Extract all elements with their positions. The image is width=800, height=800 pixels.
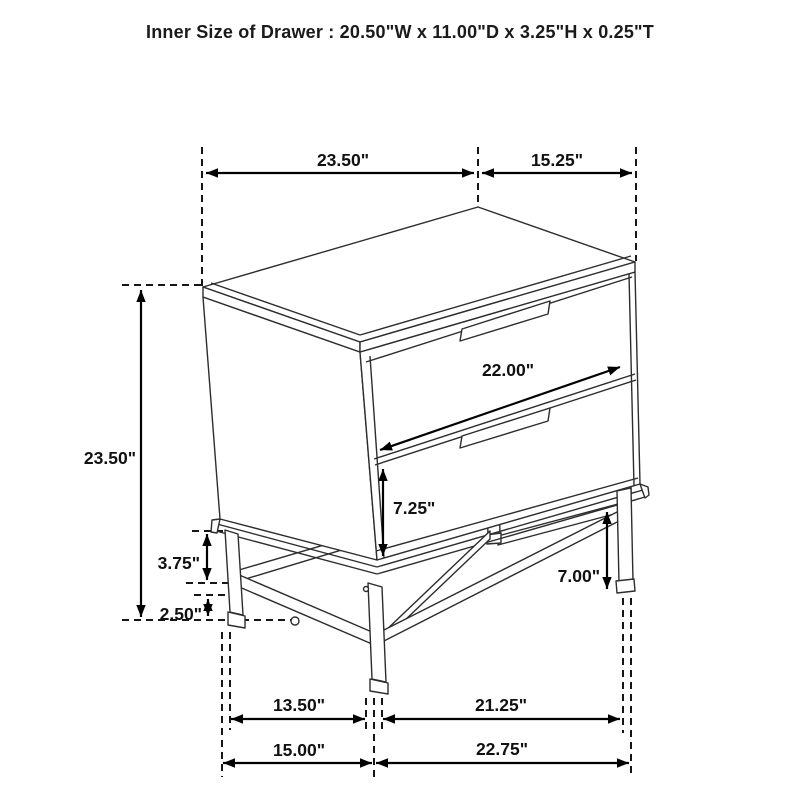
dim-base-outer-left [223, 740, 372, 763]
base-right-leg [617, 488, 633, 583]
stretcher-screw-hole [291, 617, 299, 625]
dim-label-base-outer-left: 15.00" [272, 740, 326, 760]
base-front-leg [368, 583, 386, 682]
dim-base-outer-right [376, 739, 629, 763]
dim-label-leg-clearance: 7.00" [557, 566, 600, 586]
dim-label-base-inner-left: 13.50" [272, 695, 326, 715]
dim-label-overall-height: 23.50" [83, 448, 136, 468]
dim-base-inner-right [383, 695, 620, 719]
diagram-title: Inner Size of Drawer : 20.50"W x 11.00"D x 3.25"H x 0.25"T [146, 22, 654, 42]
leg-screw-hole [364, 587, 369, 592]
dim-label-top-depth: 15.25" [530, 150, 584, 170]
dim-label-drawer-width: 22.00" [481, 360, 535, 380]
base-left-leg [225, 530, 243, 615]
dim-top-depth [482, 150, 632, 173]
base-stretcher-front-left [237, 574, 372, 644]
dim-frame-lower-gap [160, 599, 208, 624]
dim-label-frame-upper-gap: 3.75" [157, 553, 200, 573]
dim-frame-upper-gap [158, 534, 207, 580]
dim-label-base-outer-right: 22.75" [475, 739, 529, 759]
dim-label-frame-lower-gap: 2.50" [159, 604, 202, 624]
dim-base-inner-left [231, 695, 365, 719]
dim-label-drawer-front-height: 7.25" [393, 498, 436, 518]
dim-label-top-width: 23.50" [316, 150, 370, 170]
dim-label-base-inner-right: 21.25" [474, 695, 528, 715]
dim-top-width [206, 150, 474, 173]
base-right-foot [616, 579, 635, 593]
dim-overall-height [84, 290, 141, 617]
